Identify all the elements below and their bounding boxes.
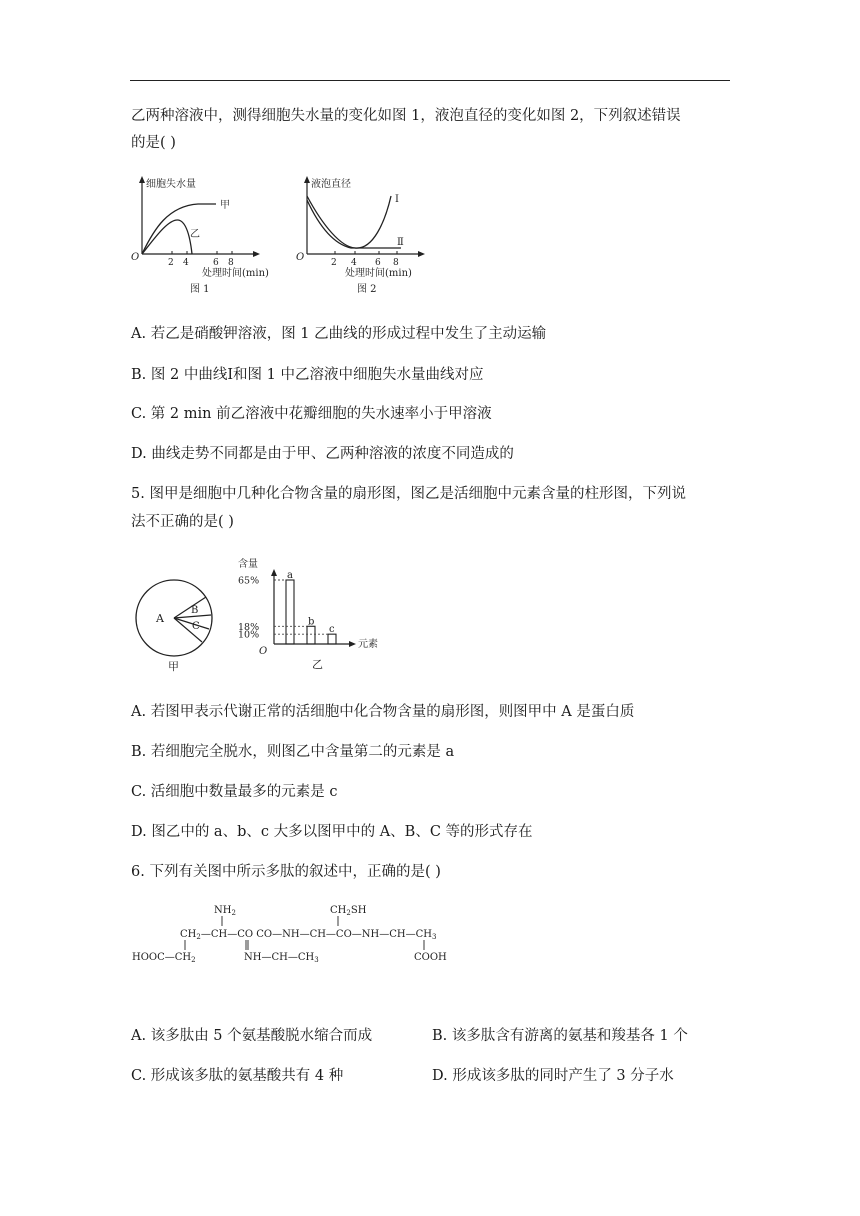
- q5-option-c: C. 活细胞中数量最多的元素是 c: [131, 784, 338, 800]
- fig2-label-2: Ⅱ: [397, 237, 404, 248]
- fig2-tick-6: 6: [375, 258, 381, 268]
- fig1-label-jia: 甲: [220, 200, 230, 211]
- bar-tick-a: 65%: [238, 575, 260, 587]
- fig2-label-1: Ⅰ: [395, 194, 399, 205]
- fig2-tick-8: 8: [393, 258, 399, 268]
- q5-option-d: D. 图乙中的 a、b、c 大多以图甲中的 A、B、C 等的形式存在: [131, 824, 533, 840]
- figure-1: [128, 174, 288, 302]
- struct-row1: $CH_2—CH—CO$ $CO—NH—CH—CO—NH—CH—CH_3$: [180, 929, 437, 941]
- q5-option-b: B. 若细胞完全脱水，则图乙中含量第二的元素是 a: [131, 744, 455, 760]
- fig1-origin: O: [131, 252, 140, 263]
- bar-series: [238, 570, 336, 644]
- bar-tick-b: 18%: [238, 621, 260, 633]
- q5-option-a: A. 若图甲表示代谢正常的活细胞中化合物含量的扇形图，则图甲中 A 是蛋白质: [131, 704, 635, 720]
- bar-origin: O: [259, 646, 268, 657]
- bar-label-b: b: [308, 616, 315, 628]
- bar-xlabel: 元素: [358, 639, 378, 650]
- header-rule: [130, 80, 730, 81]
- pie-slice-a-edge: [174, 597, 206, 618]
- q4-stem-line2: 的是( ): [131, 135, 176, 151]
- bar-label-c: c: [329, 624, 335, 636]
- fig1-label-yi: 乙: [190, 229, 200, 240]
- pie-label-b: B: [191, 605, 199, 616]
- fig2-origin: O: [296, 252, 305, 263]
- struct-ch2sh: $CH_2SH$: [330, 905, 367, 917]
- fig1-tick-2: 2: [168, 258, 174, 268]
- bar-label-a: a: [287, 570, 293, 581]
- q6-option-c: C. 形成该多肽的氨基酸共有 4 种: [131, 1068, 344, 1084]
- q5-stem-line1: 5. 图甲是细胞中几种化合物含量的扇形图，图乙是活细胞中元素含量的柱形图，下列说: [131, 486, 686, 502]
- q5-stem-line2: 法不正确的是( ): [131, 514, 234, 530]
- q4-stem-line1: 乙两种溶液中，测得细胞失水量的变化如图 1，液泡直径的变化如图 2，下列叙述错误: [131, 108, 681, 124]
- q6-option-a: A. 该多肽由 5 个氨基酸脱水缩合而成: [131, 1028, 373, 1044]
- bar-c: [328, 634, 336, 644]
- polypeptide-structure: [130, 900, 490, 970]
- fig1-ylabel: 细胞失水量: [146, 179, 196, 190]
- bar-ylabel: 含量: [238, 559, 258, 570]
- q4-option-d: D. 曲线走势不同都是由于甲、乙两种溶液的浓度不同造成的: [131, 446, 514, 462]
- struct-row2-mid: $NH—CH—CH_3$: [244, 952, 319, 964]
- q4-option-a: A. 若乙是硝酸钾溶液，图 1 乙曲线的形成过程中发生了主动运输: [131, 326, 547, 342]
- struct-nh2: $NH_2$: [214, 905, 236, 917]
- fig1-curve-jia: [142, 204, 216, 254]
- fig2-tick-4: 4: [351, 258, 357, 268]
- fig2-tick-2: 2: [331, 258, 337, 268]
- fig1-tick-6: 6: [213, 258, 219, 268]
- q4-option-b: B. 图 2 中曲线Ⅰ和图 1 中乙溶液中细胞失水量曲线对应: [131, 367, 484, 383]
- bar-caption-visible: 乙: [312, 658, 323, 671]
- q6-option-b: B. 该多肽含有游离的氨基和羧基各 1 个: [432, 1028, 688, 1044]
- fig2-xlabel: 处理时间(min): [345, 268, 412, 279]
- q6-option-d: D. 形成该多肽的同时产生了 3 分子水: [432, 1068, 674, 1084]
- bar-b: [307, 626, 315, 644]
- bar-tick-c: 10%: [238, 629, 260, 641]
- bar-figure-yi: [234, 554, 394, 674]
- q4-option-c: C. 第 2 min 前乙溶液中花瓣细胞的失水速率小于甲溶液: [131, 406, 492, 422]
- pie-label-a: A: [156, 612, 164, 625]
- fig2-curve-2: [307, 200, 401, 248]
- fig2-caption: 图 2: [357, 284, 377, 295]
- pie-figure-jia: [134, 578, 224, 678]
- fig1-tick-4: 4: [183, 258, 189, 268]
- fig2-ylabel: 液泡直径: [311, 179, 351, 190]
- struct-cooh: COOH: [414, 952, 447, 963]
- fig1-curve-yi: [142, 220, 192, 254]
- fig1-tick-8: 8: [228, 258, 234, 268]
- fig1-xlabel: 处理时间(min): [202, 268, 269, 279]
- struct-row2-left: $HOOC—CH_2$: [132, 952, 196, 964]
- pie-label-c: C: [192, 621, 200, 632]
- figure-2: [293, 174, 453, 302]
- q6-stem: 6. 下列有关图中所示多肽的叙述中，正确的是( ): [131, 864, 441, 880]
- pie-caption: 甲: [168, 660, 179, 673]
- fig1-caption: 图 1: [190, 284, 210, 295]
